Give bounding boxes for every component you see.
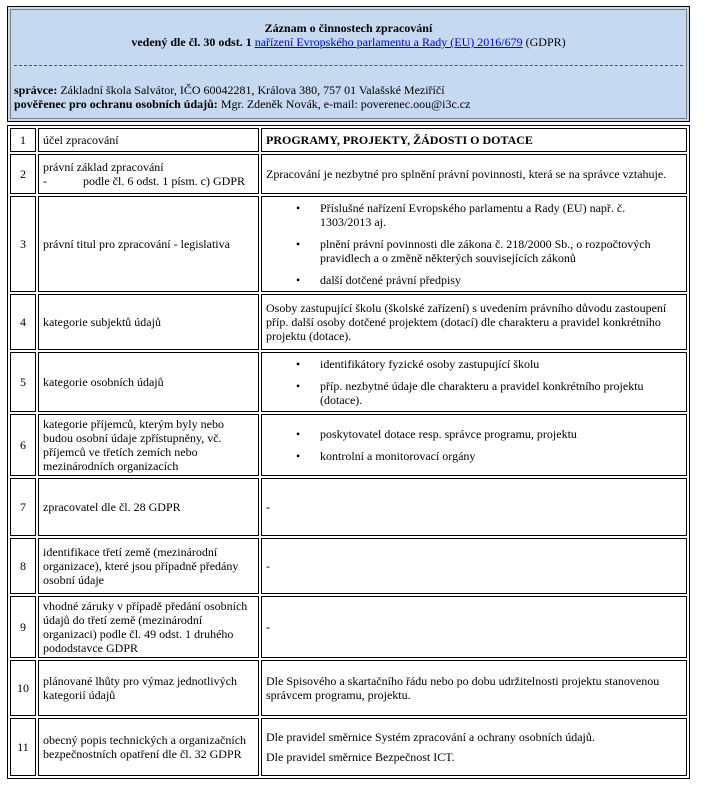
purpose-value: PROGRAMY, PROJEKTY, ŽÁDOSTI O DOTACE (261, 128, 687, 152)
dpo-line (14, 97, 470, 111)
row-label: vhodné záruky v případě předání osobních údajů do třetí země (mezinárodní organizaci) podle čl. 49 odst. 1 druhého pododstavce GDPR (38, 596, 259, 658)
measure-line: Dle pravidel směrnice Systém zpracování a ochrany osobních údajů. (266, 730, 595, 744)
row-value: - (261, 478, 687, 536)
row-label: zpracovatel dle čl. 28 GDPR (38, 478, 259, 536)
row-number: 9 (10, 596, 36, 658)
row-label (38, 154, 259, 194)
title-line-2 (8, 35, 689, 49)
row-value (261, 352, 687, 412)
row-number: 10 (10, 660, 36, 716)
row-label: kategorie subjektů údajů (38, 294, 259, 350)
processing-record-table (7, 125, 690, 779)
row-value (261, 196, 687, 292)
table-row (10, 294, 687, 350)
table-row (10, 538, 687, 594)
list-item: • identifikátory fyzické osoby zastupující školu (320, 357, 682, 371)
controller-info (14, 83, 470, 111)
row-label: plánované lhůty pro výmaz jednotlivých kategorií údajů (38, 660, 259, 716)
controller-value: Základní škola Salvátor, IČO 60042281, Králova 380, 757 01 Valašské Meziříčí (60, 83, 445, 97)
row-label: kategorie příjemců, kterým byly nebo budou osobní údaje zpřístupněny, vč. příjemců ve třetích zemích nebo mezinárodních organizacích (38, 414, 259, 476)
sublabel-dash: - (43, 174, 47, 188)
list-item: • Příslušné nařízení Evropského parlamentu a Rady (EU) např. č. 1303/2013 aj. (320, 201, 682, 229)
list-item: • příp. nezbytné údaje dle charakteru a pravidel konkrétního projektu (dotace). (320, 379, 682, 407)
row-label: kategorie osobních údajů (38, 352, 259, 412)
list-item: • poskytovatel dotace resp. správce programu, projektu (320, 427, 682, 441)
row-value: Zpracování je nezbytné pro splnění právní povinnosti, která se na správce vztahuje. (261, 154, 687, 194)
row-number: 7 (10, 478, 36, 536)
table-row (10, 196, 687, 292)
bullet-list (266, 427, 682, 463)
table-row (10, 128, 687, 152)
table-row (10, 660, 687, 716)
row-number: 11 (10, 718, 36, 776)
list-item: • další dotčené právní předpisy (320, 273, 682, 287)
title-line-2-suffix: (GDPR) (525, 35, 566, 49)
header-title (8, 21, 689, 49)
row-label: identifikace třetí země (mezinárodní organizace), které jsou případně předány osobní údaje (38, 538, 259, 594)
table-row (10, 596, 687, 658)
row-number: 1 (10, 128, 36, 152)
header-dashed-divider (14, 65, 683, 66)
row-value (261, 718, 687, 776)
row-value (261, 414, 687, 476)
row-number: 3 (10, 196, 36, 292)
dpo-label: pověřenec pro ochranu osobních údajů: (14, 97, 218, 111)
row-value: Osoby zastupující školu (školské zařízení) s uvedením právního důvodu zastoupení příp. další osoby dotčené projektem (dotací) dle charakteru a pravidel konkrétního projektu (dotace). (261, 294, 687, 350)
row-value: Dle Spisového a skartačního řádu nebo po dobu udržitelnosti projektu stanovenou správcem programu, projektu. (261, 660, 687, 716)
row-value: - (261, 596, 687, 658)
bullet-list (266, 201, 682, 287)
sublabel-text: podle čl. 6 odst. 1 písm. c) GDPR (83, 174, 245, 188)
gdpr-regulation-link[interactable]: nařízení Evropského parlamentu a Rady (EU) 2016/679 (254, 35, 523, 49)
row-value: - (261, 538, 687, 594)
legal-basis-label: právní základ zpracování (43, 160, 164, 174)
title-line-2-prefix: vedený dle čl. 30 odst. 1 (131, 35, 252, 49)
dpo-value: Mgr. Zdeněk Novák, e-mail: poverenec.oou@i3c.cz (220, 97, 471, 111)
table-row (10, 414, 687, 476)
row-label: účel zpracování (38, 128, 259, 152)
controller-line (14, 83, 470, 97)
title-line-1: Záznam o činnostech zpracování (264, 21, 433, 35)
legal-basis-sublabel (43, 174, 254, 188)
measure-line: Dle pravidel směrnice Bezpečnost ICT. (266, 750, 455, 764)
list-item: • plnění právní povinnosti dle zákona č. 218/2000 Sb., o rozpočtových pravidlech a o změně některých souvisejících zákonů (320, 237, 682, 265)
row-number: 5 (10, 352, 36, 412)
list-item: • kontrolní a monitorovací orgány (320, 449, 682, 463)
row-number: 4 (10, 294, 36, 350)
row-number: 2 (10, 154, 36, 194)
row-number: 8 (10, 538, 36, 594)
bullet-list (266, 357, 682, 407)
table-row (10, 154, 687, 194)
row-label: obecný popis technických a organizačních bezpečnostních opatření dle čl. 32 GDPR (38, 718, 259, 776)
table-row (10, 352, 687, 412)
row-label: právní titul pro zpracování - legislativa (38, 196, 259, 292)
record-header (7, 6, 690, 122)
controller-label: správce: (14, 83, 58, 97)
row-number: 6 (10, 414, 36, 476)
table-row (10, 478, 687, 536)
table-row (10, 718, 687, 776)
